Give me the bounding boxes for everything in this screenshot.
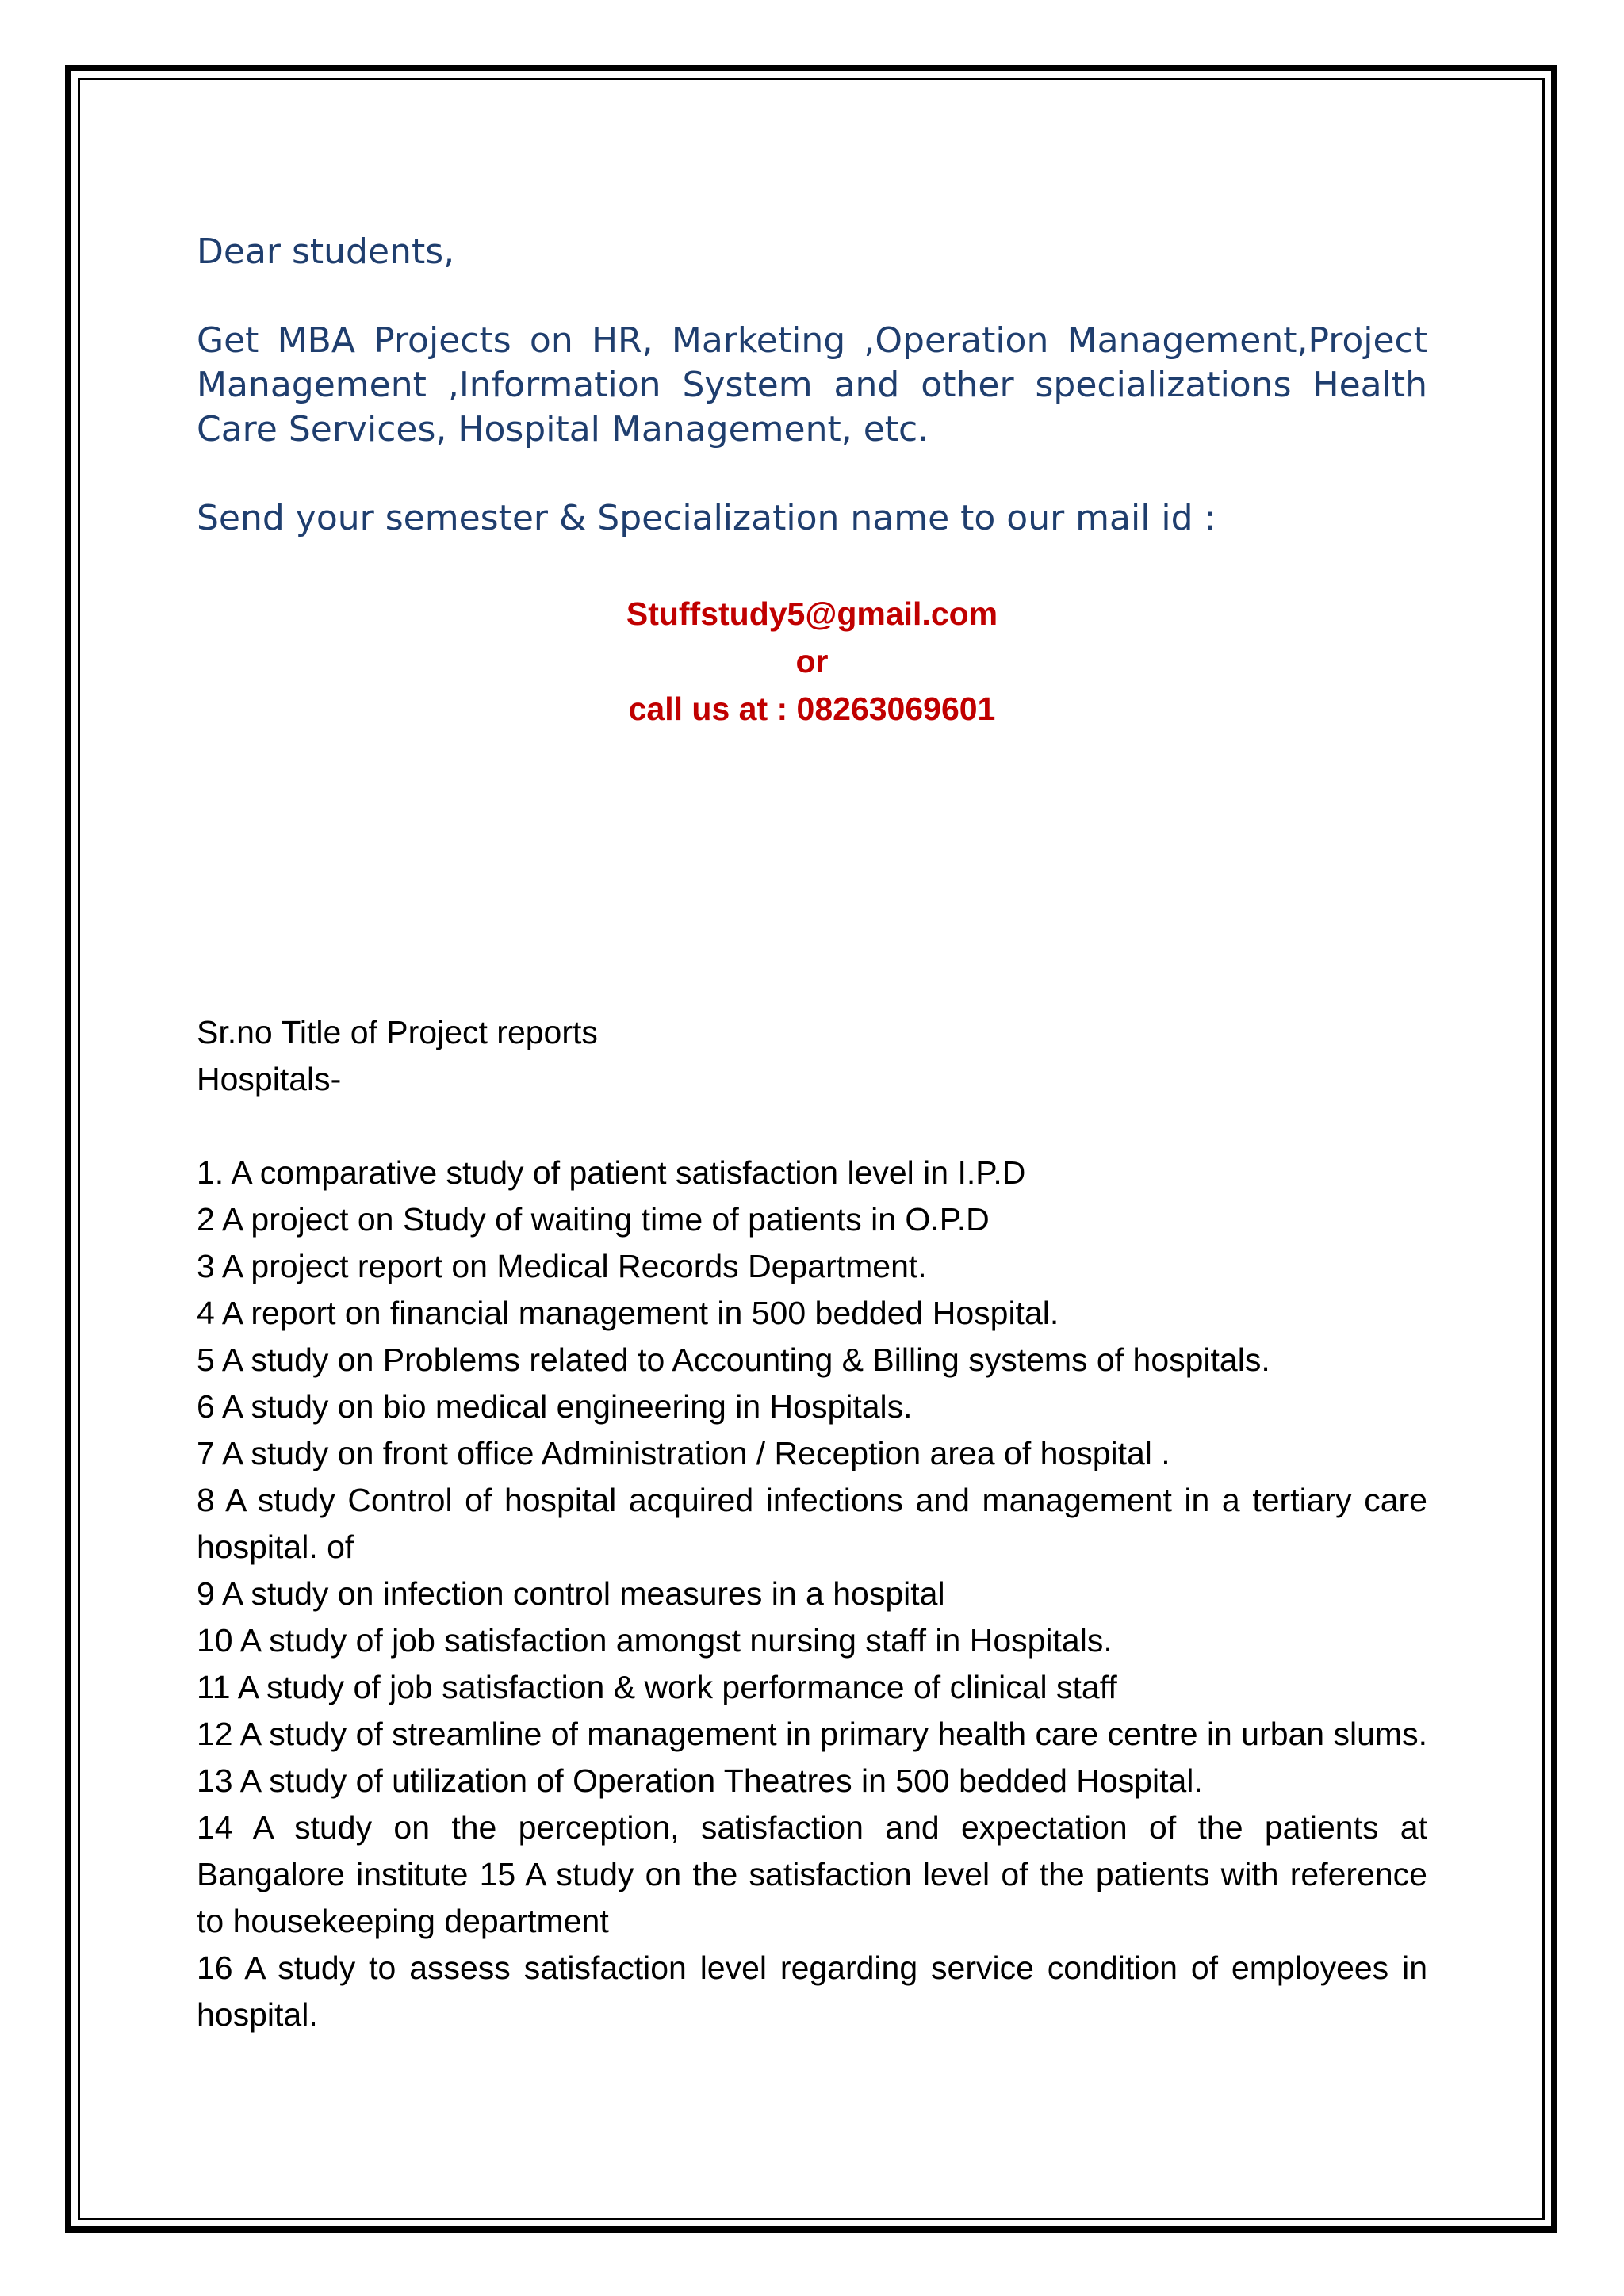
- list-item: 7 A study on front office Administration / Reception area of hospital .: [197, 1435, 1170, 1471]
- list-item: 9 A study on infection control measures in a hospital: [197, 1575, 945, 1612]
- list-item: 6 A study on bio medical engineering in Hospitals.: [197, 1388, 913, 1425]
- list-category: Hospitals-: [197, 1061, 342, 1097]
- offer-paragraph: Get MBA Projects on HR, Marketing ,Operation Management,Project Management ,Information System and other specializations Health Care Services, Hospital Management, etc.: [197, 320, 1427, 450]
- list-item: 3 A project report on Medical Records Department.: [197, 1248, 927, 1284]
- list-item: 8 A study Control of hospital acquired infections and management in a tertiary care hospital. of: [197, 1482, 1427, 1565]
- list-item: 11 A study of job satisfaction & work performance of clinical staff: [197, 1669, 1117, 1705]
- intro-section: [197, 230, 1427, 733]
- list-item: 16 A study to assess satisfaction level regarding service condition of employees in hospital.: [197, 1950, 1427, 2033]
- contact-phone[interactable]: call us at : 08263069601: [628, 691, 996, 727]
- list-item: 13 A study of utilization of Operation Theatres in 500 bedded Hospital.: [197, 1762, 1203, 1799]
- list-item: 10 A study of job satisfaction amongst nursing staff in Hospitals.: [197, 1622, 1113, 1659]
- send-instruction: Send your semester & Specialization name to our mail id :: [197, 498, 1216, 538]
- greeting: Dear students,: [197, 232, 455, 272]
- list-item: 12 A study of streamline of management in primary health care centre in urban slums.: [197, 1716, 1427, 1752]
- contact-or: or: [795, 643, 829, 679]
- contact-block: [197, 590, 1427, 733]
- project-list: [197, 1009, 1427, 2038]
- list-item: 1. A comparative study of patient satisfaction level in I.P.D: [197, 1154, 1026, 1191]
- list-item: 4 A report on financial management in 500 bedded Hospital.: [197, 1295, 1059, 1331]
- list-item: 14 A study on the perception, satisfaction and expectation of the patients at Bangalore institute 15 A study on the satisfaction level of the patients with reference to housekeeping department: [197, 1809, 1427, 1939]
- list-item: 2 A project on Study of waiting time of patients in O.P.D: [197, 1201, 990, 1238]
- list-spacer: [197, 1103, 1427, 1150]
- list-header: Sr.no Title of Project reports: [197, 1014, 598, 1050]
- contact-email[interactable]: Stuffstudy5@gmail.com: [626, 595, 998, 632]
- list-item: 5 A study on Problems related to Accounting & Billing systems of hospitals.: [197, 1341, 1270, 1378]
